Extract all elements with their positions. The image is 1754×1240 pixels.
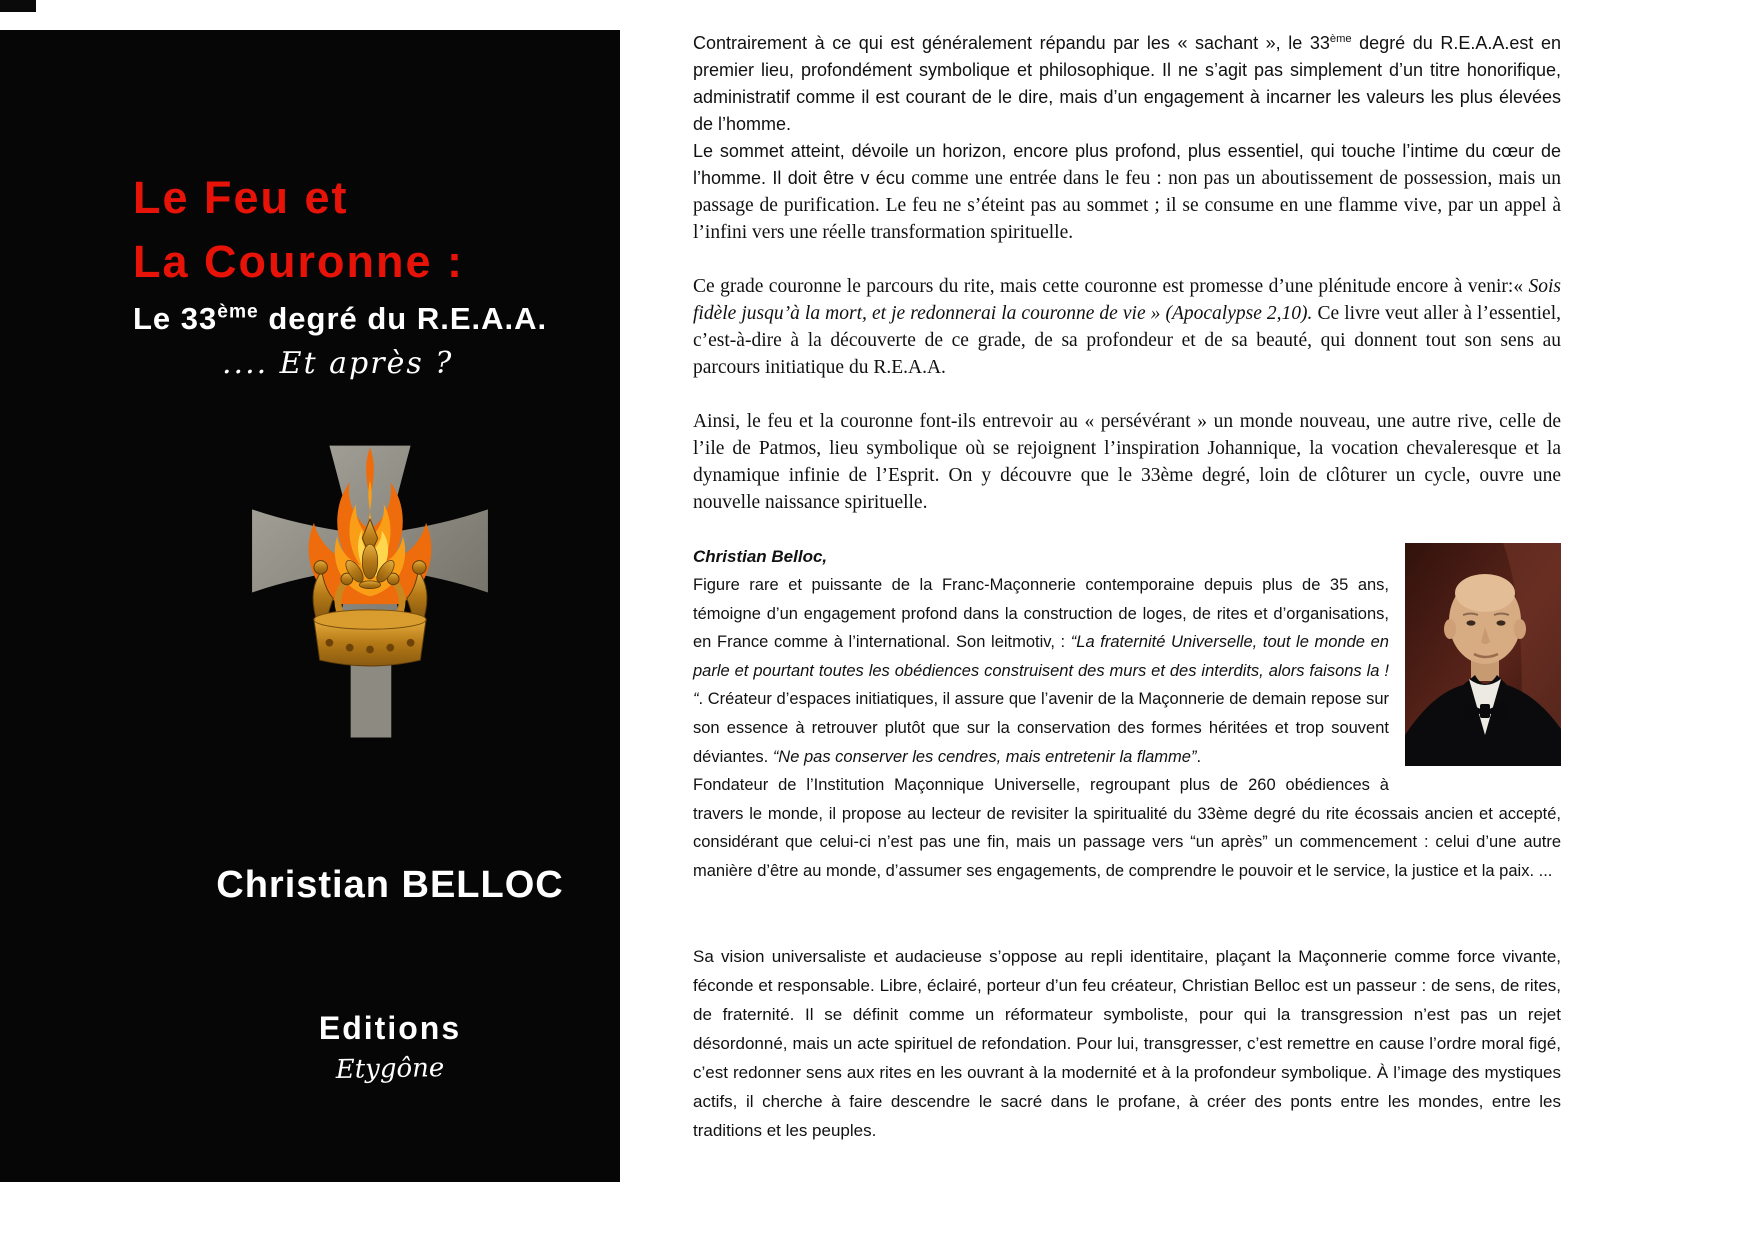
cover-publisher: Editions (318, 1010, 462, 1046)
paragraph-closing: Sa vision universaliste et audacieuse s’oppose au repli identitaire, plaçant la Maçonnerie comme force vivante, féconde et responsable. Libre, éclairé, porteur d’un feu créateur, Christian Belloc est un passeur : de sens, de rites, de fraternité. Il se définit comme un réformateur symboliste, pour qui la transgression n’est pas un rejet désordonné, mais un acte spirituel de refondation. Pour lui, transgresser, c’est remettre en cause l’ordre moral figé, c’est redonner sens aux rites en les ouvrant à la modernité et à la profondeur symbolique. À l’image des mystiques actifs, il cherche à faire descendre le sacré dans le profane, à créer des ponts entre les mondes, entre les traditions et les peuples. (693, 946, 1561, 1140)
corner-mark (0, 0, 36, 12)
article-column (693, 30, 1561, 1145)
author-portrait-photo (1405, 543, 1561, 766)
flaming-crown-cross-icon (225, 413, 515, 743)
bio-author-name: Christian Belloc, (693, 547, 828, 566)
cover-imprint: Etygône (335, 1053, 445, 1085)
paragraph-patmos: Ainsi, le feu et la couronne font-ils entrevoir au « persévérant » un monde nouveau, une autre rive, celle de l’ile de Patmos, lieu symbolique où se rejoignent l’inspiration Johannique, la vocation chevaleresque et la dynamique infinie de l’Esprit. On y découvre que le 33ème degré, loin de clôturer un cycle, ouvre une nouvelle naissance spirituelle. (693, 411, 1561, 513)
book-subtitle: Le 33ème degré du R.E.A.A. (133, 301, 548, 336)
author-bio-section (693, 543, 1561, 886)
book-tagline: .... Et après ? (222, 346, 454, 381)
book-title (133, 166, 464, 294)
book-title-line1: Le Feu et (133, 172, 349, 223)
bio-text: Figure rare et puissante de la Franc-Maçonnerie contemporaine depuis plus de 35 ans, témoigne d’un engagement profond dans la construction de loges, de rites et d’organisations, en France comme à l’international. Son leitmotiv, : “La fraternité Universelle, tout le monde en parle et pourtant toutes les obédiences construisent des murs et des interdits, alors faisons la ! “. Créateur d’espaces initiatiques, il assure que l’avenir de la Maçonnerie de demain repose sur son essence à retrouver plutôt que sur la conservation des formes héritées et trop souvent déviantes. “Ne pas conserver les cendres, mais entretenir la flamme”. Fondateur de l’Institution Maçonnique Universelle, regroupant plus de 260 obédiences à travers le monde, il propose au lecteur de revisiter la spiritualité du 33ème degré du rite écossais ancien et accepté, considérant que celui-ci n’est pas une fin, mais un passage vers “un après” un commencement : celui d’une autre manière d’être au monde, d’assumer ses engagements, de comprendre le pouvoir et le service, la justice et la paix. ... (693, 576, 1561, 880)
cover-author-name: Christian BELLOC (216, 864, 564, 906)
book-cover (0, 30, 620, 1182)
book-title-line2: La Couronne : (133, 236, 464, 287)
paragraph-intro: Contrairement à ce qui est généralement répandu par les « sachant », le 33ème degré du R.E.A.A.est en premier lieu, profondément symbolique et philosophique. Il ne s’agit pas simplement d’un titre honorifique, administratif comme il est courant de le dire, mais d’un engagement à incarner les valeurs les plus élevées de l’homme. Le sommet atteint, dévoile un horizon, encore plus profond, plus essentiel, qui touche l’intime du cœur de l’homme. Il doit être v écu comme une entrée dans le feu : non pas un aboutissement de possession, mais un passage de purification. Le feu ne s’éteint pas au sommet ; il se consume en une flamme vive, par un appel à l’infini vers une réelle transformation spirituelle. (693, 33, 1561, 243)
paragraph-crown: Ce grade couronne le parcours du rite, mais cette couronne est promesse d’une plénitude encore à venir:« Sois fidèle jusqu’à la mort, et je redonnerai la couronne de vie » (Apocalypse 2,10). Ce livre veut aller à l’essentiel, c’est-à-dire à la découverte de ce grade, de sa profondeur et de sa beauté, qui donnent tout son sens au parcours initiatique du R.E.A.A. (693, 276, 1561, 378)
